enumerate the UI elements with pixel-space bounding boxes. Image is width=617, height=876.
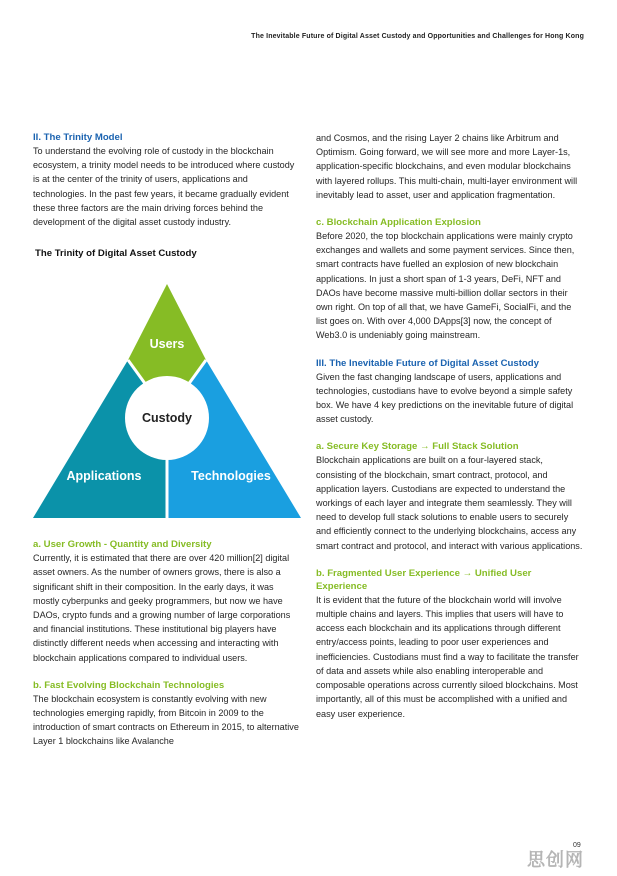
trinity-diagram: [31, 260, 303, 518]
section-heading-future: III. The Inevitable Future of Digital Asset Custody: [316, 357, 539, 369]
unified-ux-heading: [316, 567, 584, 593]
full-stack-heading: a. Secure Key Storage → Full Stack Solution: [316, 441, 519, 453]
unified-ux-paragraph: It is evident that the future of the blockchain world will involve multiple chains and layers. This implies that users will have to access each blockchain and its applications through different entry/access points, leading to poor user experiences and inefficiencies. Custodians must find a way to facilitate the transfer of data and assets while also enabling interoperable and composable operations across currently siloed blockchains. Most importantly, all of this must be accomplished with a unified and easy user experience.: [316, 594, 579, 719]
full-stack-paragraph: Blockchain applications are built on a four-layered stack, consisting of the blockchain, smart contract, protocol, and application layers. Custodians are expected to understand the workings of each layer and integrate them seamlessly. They will need to develop full stack solutions to enable users to securely and efficiently connect to the underlying blockchains, access any smart contract and protocol, and interact with various applications.: [316, 455, 583, 551]
app-explosion-paragraph: Before 2020, the top blockchain applications were mainly crypto exchanges and wallets and some payment services. Since then, smart contracts have fuelled an explosion of new blockchain applications. In just a short span of 1-3 years, DeFi, NFT and DAOs have become massive multi-billion dollar sectors in their own right. On top of all that, we have GameFi, SocialFi, and the list goes on. With over 4,000 DApps[3] now, the concept of Web3.0 is undeniably going mainstream.: [316, 231, 575, 341]
section-heading-trinity-model: II. The Trinity Model: [33, 132, 123, 143]
page-number: 09: [573, 842, 581, 849]
user-growth-heading: a. User Growth - Quantity and Diversity: [33, 539, 212, 551]
blockchain-tech-paragraph: The blockchain ecosystem is constantly evolving with new technologies emerging rapidly, from Bitcoin in 2009 to the introduction of smart contracts on Ethereum in 2015, to alternative Layer 1 blockchains like Avalanche: [33, 693, 299, 747]
blockchain-tech-continued: and Cosmos, and the rising Layer 2 chains like Arbitrum and Optimism. Going forward, we will see more and more Layer-1s, application-specific blockchains, and even modular blockchains with layered rollups. This multi-chain, multi-layer environment will inevitably lead to asset, user and application fragmentation.: [316, 133, 578, 200]
app-explosion-heading: c. Blockchain Application Explosion: [316, 217, 481, 229]
unified-ux-heading-line1: b. Fragmented User Experience → Unified User: [316, 567, 532, 579]
right-column: [316, 131, 584, 721]
left-column: [33, 131, 301, 749]
figure-title: The Trinity of Digital Asset Custody: [35, 248, 197, 260]
blockchain-tech-heading: b. Fast Evolving Blockchain Technologies: [33, 679, 225, 691]
user-growth-paragraph: Currently, it is estimated that there are over 420 million[2] digital asset owners. As the number of owners grows, there is also a significant shift in their composition. In the early days, it was mostly cyberpunks and geeky programmers, but now we have DAOs, crypto funds and a growing number of large corporations and financial institutions. These institutional big players have distinctly different needs when accessing and interacting with blockchain applications compared to individual users.: [33, 553, 291, 663]
unified-ux-heading-line2: Experience: [316, 580, 368, 592]
watermark: 思创网: [527, 850, 584, 871]
running-header: The Inevitable Future of Digital Asset Custody and Opportunities and Challenges for Hong Kong: [251, 33, 584, 40]
trinity-intro-paragraph: To understand the evolving role of custody in the blockchain ecosystem, a trinity model needs to be introduced where custody is at the center of the trinity of users, applications and technologies. In the past few years, it became gradually evident these three factors are the main driving forces behind the development of the digital asset custody industry.: [33, 146, 295, 228]
future-intro-paragraph: Given the fast changing landscape of users, applications and technologies, custodians have to evolve beyond a simple safety box. We have 4 key predictions on the inevitable future of digital asset custody.: [316, 371, 574, 425]
custody-label: Custody: [142, 411, 192, 426]
technologies-label: Technologies: [191, 469, 271, 484]
applications-label: Applications: [66, 469, 142, 484]
users-label: Users: [149, 337, 185, 352]
